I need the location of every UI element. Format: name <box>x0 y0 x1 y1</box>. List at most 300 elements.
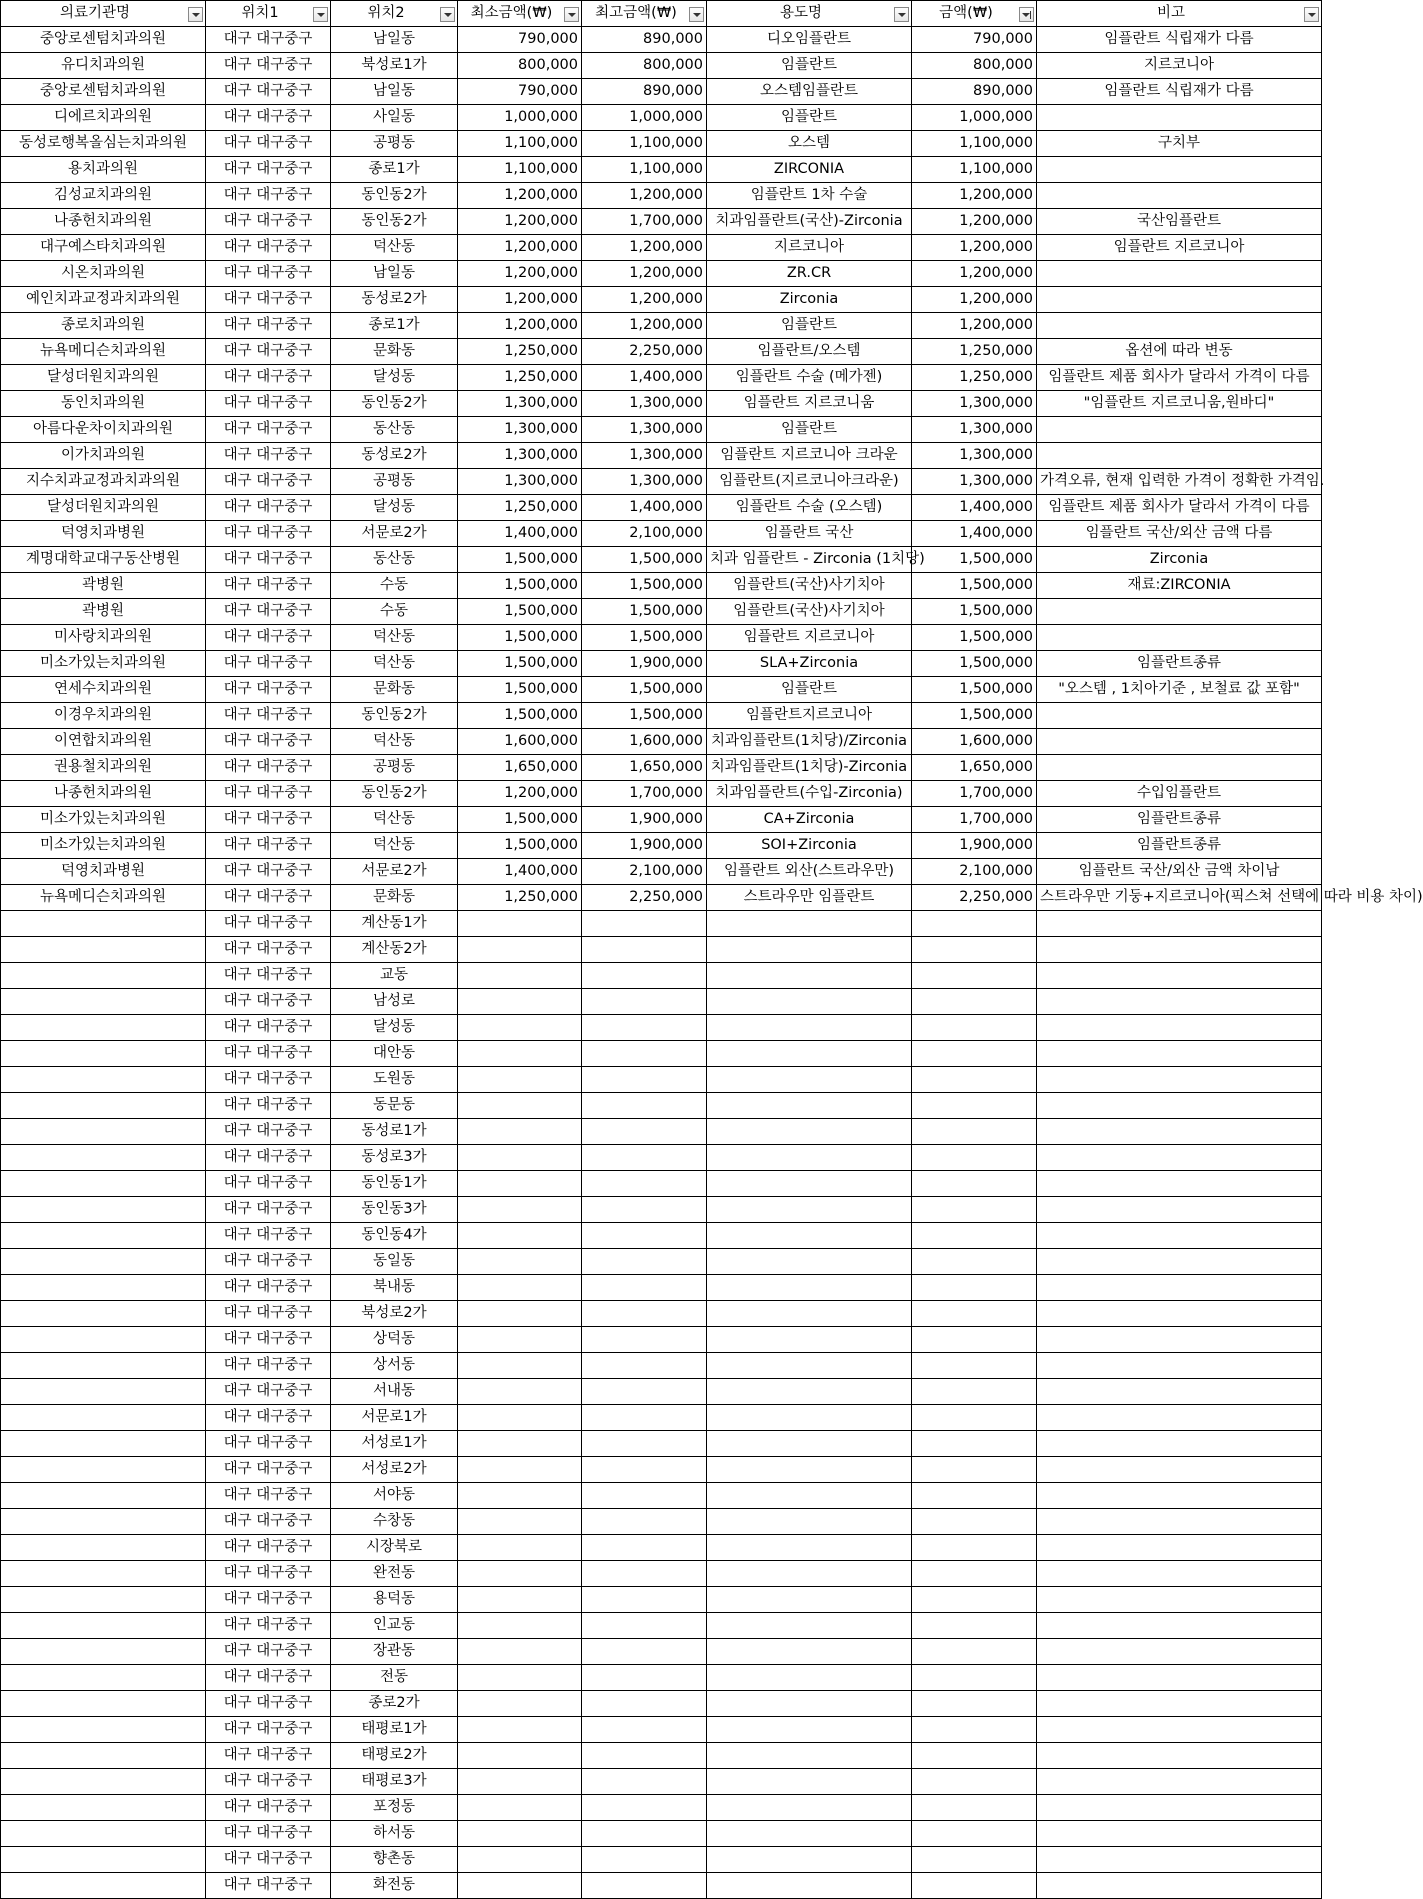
amount-cell[interactable]: 1,500,000 <box>912 703 1037 729</box>
location2-cell[interactable]: 북내동 <box>331 1275 458 1301</box>
location1-cell[interactable]: 대구 대구중구 <box>206 1171 331 1197</box>
usage-name-cell[interactable]: 임플란트 수술 (메가젠) <box>707 365 912 391</box>
amount-cell[interactable] <box>912 1171 1037 1197</box>
location1-cell[interactable]: 대구 대구중구 <box>206 261 331 287</box>
location1-cell[interactable]: 대구 대구중구 <box>206 963 331 989</box>
max-price-cell[interactable] <box>582 1301 707 1327</box>
location1-cell[interactable]: 대구 대구중구 <box>206 1509 331 1535</box>
location2-cell[interactable]: 북성로1가 <box>331 53 458 79</box>
remarks-cell[interactable]: 임플란트 제품 회사가 달라서 가격이 다름 <box>1037 495 1322 521</box>
location2-cell[interactable]: 덕산동 <box>331 651 458 677</box>
amount-cell[interactable] <box>912 1093 1037 1119</box>
location1-cell[interactable]: 대구 대구중구 <box>206 1275 331 1301</box>
usage-name-cell[interactable]: 임플란트 <box>707 53 912 79</box>
hospital-name-cell[interactable]: 덕영치과병원 <box>1 521 206 547</box>
remarks-cell[interactable] <box>1037 1535 1322 1561</box>
remarks-cell[interactable] <box>1037 1743 1322 1769</box>
remarks-cell[interactable]: 재료:ZIRCONIA <box>1037 573 1322 599</box>
location2-cell[interactable]: 동인동2가 <box>331 209 458 235</box>
location2-cell[interactable]: 종로1가 <box>331 313 458 339</box>
min-price-cell[interactable] <box>458 1249 582 1275</box>
max-price-cell[interactable]: 1,700,000 <box>582 209 707 235</box>
hospital-name-cell[interactable]: 지수치과교정과치과의원 <box>1 469 206 495</box>
location1-cell[interactable]: 대구 대구중구 <box>206 79 331 105</box>
location2-cell[interactable]: 덕산동 <box>331 807 458 833</box>
hospital-name-cell[interactable] <box>1 1483 206 1509</box>
min-price-cell[interactable] <box>458 1457 582 1483</box>
hospital-name-cell[interactable]: 미소가있는치과의원 <box>1 833 206 859</box>
location2-cell[interactable]: 전동 <box>331 1665 458 1691</box>
location1-cell[interactable]: 대구 대구중구 <box>206 417 331 443</box>
min-price-cell[interactable] <box>458 1535 582 1561</box>
usage-name-cell[interactable] <box>707 911 912 937</box>
amount-cell[interactable] <box>912 1613 1037 1639</box>
remarks-cell[interactable] <box>1037 937 1322 963</box>
usage-name-cell[interactable] <box>707 1093 912 1119</box>
max-price-cell[interactable]: 1,400,000 <box>582 495 707 521</box>
remarks-cell[interactable] <box>1037 1041 1322 1067</box>
max-price-cell[interactable]: 1,200,000 <box>582 235 707 261</box>
remarks-cell[interactable]: 국산임플란트 <box>1037 209 1322 235</box>
location2-cell[interactable]: 서문로2가 <box>331 859 458 885</box>
min-price-cell[interactable]: 1,500,000 <box>458 833 582 859</box>
usage-name-cell[interactable] <box>707 1821 912 1847</box>
location1-cell[interactable]: 대구 대구중구 <box>206 703 331 729</box>
remarks-cell[interactable] <box>1037 261 1322 287</box>
remarks-cell[interactable] <box>1037 183 1322 209</box>
location1-cell[interactable]: 대구 대구중구 <box>206 469 331 495</box>
location1-cell[interactable]: 대구 대구중구 <box>206 1873 331 1899</box>
location1-cell[interactable]: 대구 대구중구 <box>206 1587 331 1613</box>
remarks-cell[interactable] <box>1037 1145 1322 1171</box>
location1-cell[interactable]: 대구 대구중구 <box>206 573 331 599</box>
amount-cell[interactable]: 1,000,000 <box>912 105 1037 131</box>
remarks-cell[interactable] <box>1037 1275 1322 1301</box>
usage-name-cell[interactable] <box>707 1041 912 1067</box>
max-price-cell[interactable] <box>582 1665 707 1691</box>
column-header-location2[interactable] <box>331 1 458 27</box>
hospital-name-cell[interactable]: 유디치과의원 <box>1 53 206 79</box>
usage-name-cell[interactable] <box>707 1015 912 1041</box>
location1-cell[interactable]: 대구 대구중구 <box>206 1535 331 1561</box>
usage-name-cell[interactable] <box>707 963 912 989</box>
remarks-cell[interactable]: 임플란트종류 <box>1037 651 1322 677</box>
hospital-name-cell[interactable]: 곽병원 <box>1 599 206 625</box>
location2-cell[interactable]: 남일동 <box>331 261 458 287</box>
remarks-cell[interactable] <box>1037 1873 1322 1899</box>
amount-cell[interactable] <box>912 1795 1037 1821</box>
amount-cell[interactable] <box>912 1457 1037 1483</box>
location1-cell[interactable]: 대구 대구중구 <box>206 1249 331 1275</box>
remarks-cell[interactable]: "오스템 , 1치아기준 , 보철료 값 포함" <box>1037 677 1322 703</box>
amount-cell[interactable]: 1,500,000 <box>912 573 1037 599</box>
hospital-name-cell[interactable]: 동인치과의원 <box>1 391 206 417</box>
remarks-cell[interactable]: 임플란트 국산/외산 금액 차이남 <box>1037 859 1322 885</box>
min-price-cell[interactable] <box>458 1691 582 1717</box>
amount-cell[interactable]: 1,400,000 <box>912 521 1037 547</box>
hospital-name-cell[interactable]: 나종헌치과의원 <box>1 781 206 807</box>
usage-name-cell[interactable] <box>707 989 912 1015</box>
location1-cell[interactable]: 대구 대구중구 <box>206 625 331 651</box>
hospital-name-cell[interactable]: 계명대학교대구동산병원 <box>1 547 206 573</box>
amount-cell[interactable]: 1,200,000 <box>912 287 1037 313</box>
usage-name-cell[interactable]: 오스템 <box>707 131 912 157</box>
location2-cell[interactable]: 서문로1가 <box>331 1405 458 1431</box>
remarks-cell[interactable]: 스트라우만 기둥+지르코니아(픽스쳐 선택에 따라 비용 차이) <box>1037 885 1322 911</box>
amount-cell[interactable] <box>912 1015 1037 1041</box>
location2-cell[interactable]: 하서동 <box>331 1821 458 1847</box>
remarks-cell[interactable]: 수입임플란트 <box>1037 781 1322 807</box>
min-price-cell[interactable] <box>458 1327 582 1353</box>
location2-cell[interactable]: 수동 <box>331 573 458 599</box>
remarks-cell[interactable] <box>1037 1015 1322 1041</box>
usage-name-cell[interactable] <box>707 1405 912 1431</box>
remarks-cell[interactable]: 임플란트종류 <box>1037 807 1322 833</box>
min-price-cell[interactable] <box>458 1223 582 1249</box>
max-price-cell[interactable]: 2,250,000 <box>582 885 707 911</box>
location2-cell[interactable]: 덕산동 <box>331 625 458 651</box>
location2-cell[interactable]: 태평로3가 <box>331 1769 458 1795</box>
location2-cell[interactable]: 도원동 <box>331 1067 458 1093</box>
amount-cell[interactable]: 1,500,000 <box>912 547 1037 573</box>
min-price-cell[interactable]: 1,500,000 <box>458 677 582 703</box>
hospital-name-cell[interactable] <box>1 989 206 1015</box>
min-price-cell[interactable] <box>458 1145 582 1171</box>
hospital-name-cell[interactable]: 용치과의원 <box>1 157 206 183</box>
location1-cell[interactable]: 대구 대구중구 <box>206 1665 331 1691</box>
remarks-cell[interactable] <box>1037 1379 1322 1405</box>
min-price-cell[interactable] <box>458 911 582 937</box>
hospital-name-cell[interactable] <box>1 1587 206 1613</box>
hospital-name-cell[interactable] <box>1 1327 206 1353</box>
location1-cell[interactable]: 대구 대구중구 <box>206 443 331 469</box>
filter-dropdown-icon[interactable] <box>689 7 704 22</box>
max-price-cell[interactable] <box>582 1041 707 1067</box>
amount-cell[interactable]: 1,900,000 <box>912 833 1037 859</box>
remarks-cell[interactable] <box>1037 1587 1322 1613</box>
amount-cell[interactable] <box>912 1145 1037 1171</box>
location1-cell[interactable]: 대구 대구중구 <box>206 677 331 703</box>
max-price-cell[interactable]: 1,500,000 <box>582 547 707 573</box>
location1-cell[interactable]: 대구 대구중구 <box>206 1795 331 1821</box>
min-price-cell[interactable]: 1,500,000 <box>458 625 582 651</box>
location1-cell[interactable]: 대구 대구중구 <box>206 1769 331 1795</box>
max-price-cell[interactable] <box>582 1093 707 1119</box>
usage-name-cell[interactable] <box>707 1587 912 1613</box>
remarks-cell[interactable]: "임플란트 지르코니움,원바디" <box>1037 391 1322 417</box>
remarks-cell[interactable] <box>1037 1431 1322 1457</box>
location1-cell[interactable]: 대구 대구중구 <box>206 599 331 625</box>
hospital-name-cell[interactable] <box>1 1457 206 1483</box>
location1-cell[interactable]: 대구 대구중구 <box>206 807 331 833</box>
usage-name-cell[interactable]: 임플란트 지르코니아 <box>707 625 912 651</box>
max-price-cell[interactable]: 1,500,000 <box>582 703 707 729</box>
hospital-name-cell[interactable] <box>1 1197 206 1223</box>
min-price-cell[interactable]: 1,300,000 <box>458 391 582 417</box>
usage-name-cell[interactable] <box>707 1691 912 1717</box>
remarks-cell[interactable] <box>1037 313 1322 339</box>
amount-cell[interactable]: 1,300,000 <box>912 391 1037 417</box>
location2-cell[interactable]: 교동 <box>331 963 458 989</box>
location1-cell[interactable]: 대구 대구중구 <box>206 313 331 339</box>
usage-name-cell[interactable]: 치과임플란트(1치당)/Zirconia <box>707 729 912 755</box>
hospital-name-cell[interactable]: 덕영치과병원 <box>1 859 206 885</box>
usage-name-cell[interactable] <box>707 1717 912 1743</box>
max-price-cell[interactable]: 890,000 <box>582 27 707 53</box>
location2-cell[interactable]: 태평로2가 <box>331 1743 458 1769</box>
hospital-name-cell[interactable]: 김성교치과의원 <box>1 183 206 209</box>
location1-cell[interactable]: 대구 대구중구 <box>206 209 331 235</box>
remarks-cell[interactable]: 지르코니아 <box>1037 53 1322 79</box>
hospital-name-cell[interactable]: 미소가있는치과의원 <box>1 807 206 833</box>
hospital-name-cell[interactable] <box>1 1431 206 1457</box>
usage-name-cell[interactable] <box>707 1067 912 1093</box>
min-price-cell[interactable]: 1,250,000 <box>458 339 582 365</box>
remarks-cell[interactable] <box>1037 1509 1322 1535</box>
hospital-name-cell[interactable] <box>1 1041 206 1067</box>
amount-cell[interactable]: 1,250,000 <box>912 365 1037 391</box>
remarks-cell[interactable] <box>1037 157 1322 183</box>
filter-dropdown-icon[interactable] <box>564 7 579 22</box>
hospital-name-cell[interactable]: 시온치과의원 <box>1 261 206 287</box>
location1-cell[interactable]: 대구 대구중구 <box>206 521 331 547</box>
amount-cell[interactable]: 1,250,000 <box>912 339 1037 365</box>
hospital-name-cell[interactable]: 아름다운차이치과의원 <box>1 417 206 443</box>
usage-name-cell[interactable]: CA+Zirconia <box>707 807 912 833</box>
max-price-cell[interactable]: 1,700,000 <box>582 781 707 807</box>
filter-dropdown-icon[interactable] <box>313 7 328 22</box>
min-price-cell[interactable]: 1,200,000 <box>458 209 582 235</box>
location2-cell[interactable]: 종로1가 <box>331 157 458 183</box>
min-price-cell[interactable] <box>458 1665 582 1691</box>
min-price-cell[interactable] <box>458 1379 582 1405</box>
location1-cell[interactable]: 대구 대구중구 <box>206 157 331 183</box>
remarks-cell[interactable]: 임플란트 제품 회사가 달라서 가격이 다름 <box>1037 365 1322 391</box>
min-price-cell[interactable] <box>458 989 582 1015</box>
max-price-cell[interactable] <box>582 1145 707 1171</box>
usage-name-cell[interactable] <box>707 937 912 963</box>
location2-cell[interactable]: 태평로1가 <box>331 1717 458 1743</box>
remarks-cell[interactable] <box>1037 1171 1322 1197</box>
min-price-cell[interactable] <box>458 1717 582 1743</box>
amount-cell[interactable] <box>912 937 1037 963</box>
location1-cell[interactable]: 대구 대구중구 <box>206 1353 331 1379</box>
max-price-cell[interactable]: 1,500,000 <box>582 599 707 625</box>
min-price-cell[interactable] <box>458 1015 582 1041</box>
column-header-remarks[interactable] <box>1037 1 1322 27</box>
max-price-cell[interactable] <box>582 1067 707 1093</box>
location2-cell[interactable]: 사일동 <box>331 105 458 131</box>
min-price-cell[interactable]: 1,650,000 <box>458 755 582 781</box>
usage-name-cell[interactable]: 치과임플란트(1치당)-Zirconia <box>707 755 912 781</box>
location2-cell[interactable]: 대안동 <box>331 1041 458 1067</box>
hospital-name-cell[interactable]: 권용철치과의원 <box>1 755 206 781</box>
hospital-name-cell[interactable]: 이경우치과의원 <box>1 703 206 729</box>
location1-cell[interactable]: 대구 대구중구 <box>206 53 331 79</box>
max-price-cell[interactable] <box>582 1353 707 1379</box>
usage-name-cell[interactable]: 지르코니아 <box>707 235 912 261</box>
max-price-cell[interactable] <box>582 1587 707 1613</box>
remarks-cell[interactable]: 임플란트 식립재가 다름 <box>1037 79 1322 105</box>
min-price-cell[interactable] <box>458 963 582 989</box>
hospital-name-cell[interactable] <box>1 1795 206 1821</box>
column-header-hospital-name[interactable] <box>1 1 206 27</box>
amount-cell[interactable] <box>912 963 1037 989</box>
max-price-cell[interactable] <box>582 1405 707 1431</box>
min-price-cell[interactable]: 1,300,000 <box>458 443 582 469</box>
location2-cell[interactable]: 서성로1가 <box>331 1431 458 1457</box>
location2-cell[interactable]: 계산동2가 <box>331 937 458 963</box>
min-price-cell[interactable] <box>458 1483 582 1509</box>
hospital-name-cell[interactable]: 나종헌치과의원 <box>1 209 206 235</box>
location2-cell[interactable]: 동인동2가 <box>331 183 458 209</box>
location2-cell[interactable]: 동인동2가 <box>331 781 458 807</box>
hospital-name-cell[interactable] <box>1 1561 206 1587</box>
usage-name-cell[interactable] <box>707 1613 912 1639</box>
remarks-cell[interactable] <box>1037 729 1322 755</box>
max-price-cell[interactable]: 1,100,000 <box>582 157 707 183</box>
location1-cell[interactable]: 대구 대구중구 <box>206 911 331 937</box>
sort-filter-icon[interactable] <box>1019 7 1034 22</box>
location2-cell[interactable]: 화전동 <box>331 1873 458 1899</box>
location1-cell[interactable]: 대구 대구중구 <box>206 833 331 859</box>
hospital-name-cell[interactable] <box>1 1691 206 1717</box>
hospital-name-cell[interactable] <box>1 1145 206 1171</box>
min-price-cell[interactable] <box>458 1873 582 1899</box>
min-price-cell[interactable] <box>458 1821 582 1847</box>
location1-cell[interactable]: 대구 대구중구 <box>206 1717 331 1743</box>
min-price-cell[interactable]: 1,400,000 <box>458 521 582 547</box>
max-price-cell[interactable] <box>582 1223 707 1249</box>
usage-name-cell[interactable]: 임플란트 지르코니아 크라운 <box>707 443 912 469</box>
amount-cell[interactable] <box>912 1769 1037 1795</box>
location2-cell[interactable]: 서성로2가 <box>331 1457 458 1483</box>
location1-cell[interactable]: 대구 대구중구 <box>206 651 331 677</box>
max-price-cell[interactable] <box>582 963 707 989</box>
location2-cell[interactable]: 덕산동 <box>331 729 458 755</box>
usage-name-cell[interactable]: 임플란트 1차 수술 <box>707 183 912 209</box>
location2-cell[interactable]: 동성로1가 <box>331 1119 458 1145</box>
location1-cell[interactable]: 대구 대구중구 <box>206 1457 331 1483</box>
remarks-cell[interactable] <box>1037 443 1322 469</box>
hospital-name-cell[interactable]: 곽병원 <box>1 573 206 599</box>
remarks-cell[interactable] <box>1037 963 1322 989</box>
min-price-cell[interactable] <box>458 1067 582 1093</box>
min-price-cell[interactable]: 1,250,000 <box>458 885 582 911</box>
location2-cell[interactable]: 덕산동 <box>331 235 458 261</box>
usage-name-cell[interactable] <box>707 1639 912 1665</box>
max-price-cell[interactable]: 1,400,000 <box>582 365 707 391</box>
max-price-cell[interactable]: 2,100,000 <box>582 521 707 547</box>
location1-cell[interactable]: 대구 대구중구 <box>206 1639 331 1665</box>
min-price-cell[interactable] <box>458 937 582 963</box>
min-price-cell[interactable] <box>458 1847 582 1873</box>
max-price-cell[interactable] <box>582 1743 707 1769</box>
location2-cell[interactable]: 동성로3가 <box>331 1145 458 1171</box>
min-price-cell[interactable] <box>458 1587 582 1613</box>
usage-name-cell[interactable]: 디오임플란트 <box>707 27 912 53</box>
max-price-cell[interactable]: 1,200,000 <box>582 261 707 287</box>
min-price-cell[interactable]: 800,000 <box>458 53 582 79</box>
min-price-cell[interactable] <box>458 1639 582 1665</box>
max-price-cell[interactable]: 1,900,000 <box>582 651 707 677</box>
location2-cell[interactable]: 공평동 <box>331 469 458 495</box>
remarks-cell[interactable]: Zirconia <box>1037 547 1322 573</box>
min-price-cell[interactable]: 1,600,000 <box>458 729 582 755</box>
amount-cell[interactable]: 1,200,000 <box>912 235 1037 261</box>
usage-name-cell[interactable]: 치과 임플란트 - Zirconia (1치당) <box>707 547 912 573</box>
hospital-name-cell[interactable]: 디에르치과의원 <box>1 105 206 131</box>
usage-name-cell[interactable]: SOI+Zirconia <box>707 833 912 859</box>
hospital-name-cell[interactable] <box>1 1249 206 1275</box>
usage-name-cell[interactable]: ZIRCONIA <box>707 157 912 183</box>
min-price-cell[interactable] <box>458 1041 582 1067</box>
location1-cell[interactable]: 대구 대구중구 <box>206 1691 331 1717</box>
hospital-name-cell[interactable]: 이연합치과의원 <box>1 729 206 755</box>
max-price-cell[interactable] <box>582 989 707 1015</box>
location1-cell[interactable]: 대구 대구중구 <box>206 1847 331 1873</box>
max-price-cell[interactable]: 2,100,000 <box>582 859 707 885</box>
location2-cell[interactable]: 동산동 <box>331 547 458 573</box>
hospital-name-cell[interactable] <box>1 1171 206 1197</box>
location2-cell[interactable]: 서야동 <box>331 1483 458 1509</box>
usage-name-cell[interactable]: 치과임플란트(국산)-Zirconia <box>707 209 912 235</box>
min-price-cell[interactable] <box>458 1509 582 1535</box>
amount-cell[interactable] <box>912 1483 1037 1509</box>
hospital-name-cell[interactable]: 예인치과교정과치과의원 <box>1 287 206 313</box>
usage-name-cell[interactable] <box>707 1301 912 1327</box>
min-price-cell[interactable]: 790,000 <box>458 79 582 105</box>
location2-cell[interactable]: 동인동3가 <box>331 1197 458 1223</box>
amount-cell[interactable] <box>912 1743 1037 1769</box>
max-price-cell[interactable] <box>582 1197 707 1223</box>
location1-cell[interactable]: 대구 대구중구 <box>206 183 331 209</box>
amount-cell[interactable]: 1,500,000 <box>912 599 1037 625</box>
usage-name-cell[interactable]: 임플란트 국산 <box>707 521 912 547</box>
remarks-cell[interactable] <box>1037 1249 1322 1275</box>
amount-cell[interactable]: 790,000 <box>912 27 1037 53</box>
amount-cell[interactable] <box>912 1431 1037 1457</box>
remarks-cell[interactable] <box>1037 1691 1322 1717</box>
usage-name-cell[interactable] <box>707 1275 912 1301</box>
hospital-name-cell[interactable]: 뉴욕메디슨치과의원 <box>1 339 206 365</box>
hospital-name-cell[interactable] <box>1 1015 206 1041</box>
max-price-cell[interactable]: 1,900,000 <box>582 833 707 859</box>
max-price-cell[interactable]: 1,300,000 <box>582 443 707 469</box>
hospital-name-cell[interactable] <box>1 1353 206 1379</box>
location1-cell[interactable]: 대구 대구중구 <box>206 1431 331 1457</box>
amount-cell[interactable] <box>912 989 1037 1015</box>
usage-name-cell[interactable]: 스트라우만 임플란트 <box>707 885 912 911</box>
amount-cell[interactable]: 800,000 <box>912 53 1037 79</box>
location2-cell[interactable]: 계산동1가 <box>331 911 458 937</box>
hospital-name-cell[interactable] <box>1 1093 206 1119</box>
min-price-cell[interactable] <box>458 1197 582 1223</box>
amount-cell[interactable]: 1,200,000 <box>912 209 1037 235</box>
remarks-cell[interactable] <box>1037 1769 1322 1795</box>
min-price-cell[interactable] <box>458 1405 582 1431</box>
amount-cell[interactable]: 2,250,000 <box>912 885 1037 911</box>
location2-cell[interactable]: 북성로2가 <box>331 1301 458 1327</box>
min-price-cell[interactable]: 1,250,000 <box>458 365 582 391</box>
remarks-cell[interactable] <box>1037 1483 1322 1509</box>
remarks-cell[interactable] <box>1037 911 1322 937</box>
usage-name-cell[interactable] <box>707 1353 912 1379</box>
max-price-cell[interactable] <box>582 1535 707 1561</box>
max-price-cell[interactable] <box>582 1249 707 1275</box>
amount-cell[interactable]: 1,100,000 <box>912 131 1037 157</box>
column-header-amount[interactable] <box>912 1 1037 27</box>
